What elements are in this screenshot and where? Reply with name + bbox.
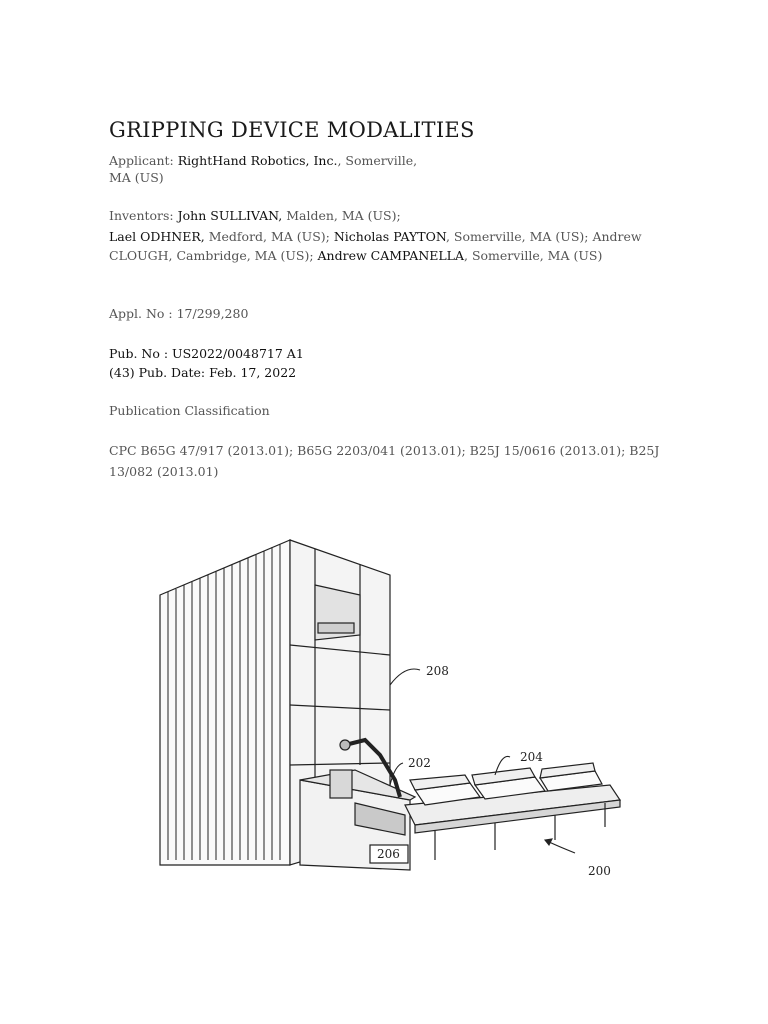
patent-title: GRIPPING DEVICE MODALITIES xyxy=(109,118,475,142)
pub-date: (43) Pub. Date: Feb. 17, 2022 xyxy=(109,365,297,380)
conveyor xyxy=(405,763,620,860)
inventor-campanella-location: , Somerville, MA (US) xyxy=(464,248,603,263)
label-204: 204 xyxy=(520,750,543,764)
label-206: 206 xyxy=(377,847,400,861)
inventor-payton: Nicholas PAYTON xyxy=(333,229,446,244)
inventor-sullivan: John SULLIVAN, xyxy=(177,208,283,223)
applicant-location-1: , Somerville, xyxy=(337,153,418,168)
label-208: 208 xyxy=(426,664,449,678)
applicant-name: RightHand Robotics, Inc. xyxy=(177,153,338,168)
inventors-line-3 xyxy=(109,245,602,267)
inventor-campanella: Andrew CAMPANELLA xyxy=(317,248,465,263)
classification-heading: Publication Classification xyxy=(109,403,270,418)
inventors-line-1 xyxy=(109,205,401,227)
pub-no: Pub. No : US2022/0048717 A1 xyxy=(109,346,304,361)
figure-svg xyxy=(150,535,630,885)
cpc-line-1: CPC B65G 47/917 (2013.01); B65G 2203/041 (2013.01); B25J 15/0616 (2013.01); B25J xyxy=(109,443,660,458)
patent-drawing xyxy=(150,535,630,885)
appl-no: Appl. No : 17/299,280 xyxy=(109,306,249,321)
inventors-label: Inventors: xyxy=(109,208,174,223)
applicant-line-2 xyxy=(109,167,164,189)
inventor-payton-location: , Somerville, MA (US); Andrew xyxy=(445,229,642,244)
inventor-odhner-location: Medford, MA (US); xyxy=(204,229,334,244)
inventor-clough: CLOUGH, Cambridge, MA (US); xyxy=(109,248,318,263)
applicant-location-2: MA (US) xyxy=(109,170,164,185)
applicant-label: Applicant: xyxy=(109,153,174,168)
inventor-sullivan-location: Malden, MA (US); xyxy=(282,208,401,223)
label-200: 200 xyxy=(588,864,611,878)
label-202: 202 xyxy=(408,756,431,770)
inventor-odhner: Lael ODHNER, xyxy=(109,229,205,244)
cpc-line-2: 13/082 (2013.01) xyxy=(109,464,219,479)
